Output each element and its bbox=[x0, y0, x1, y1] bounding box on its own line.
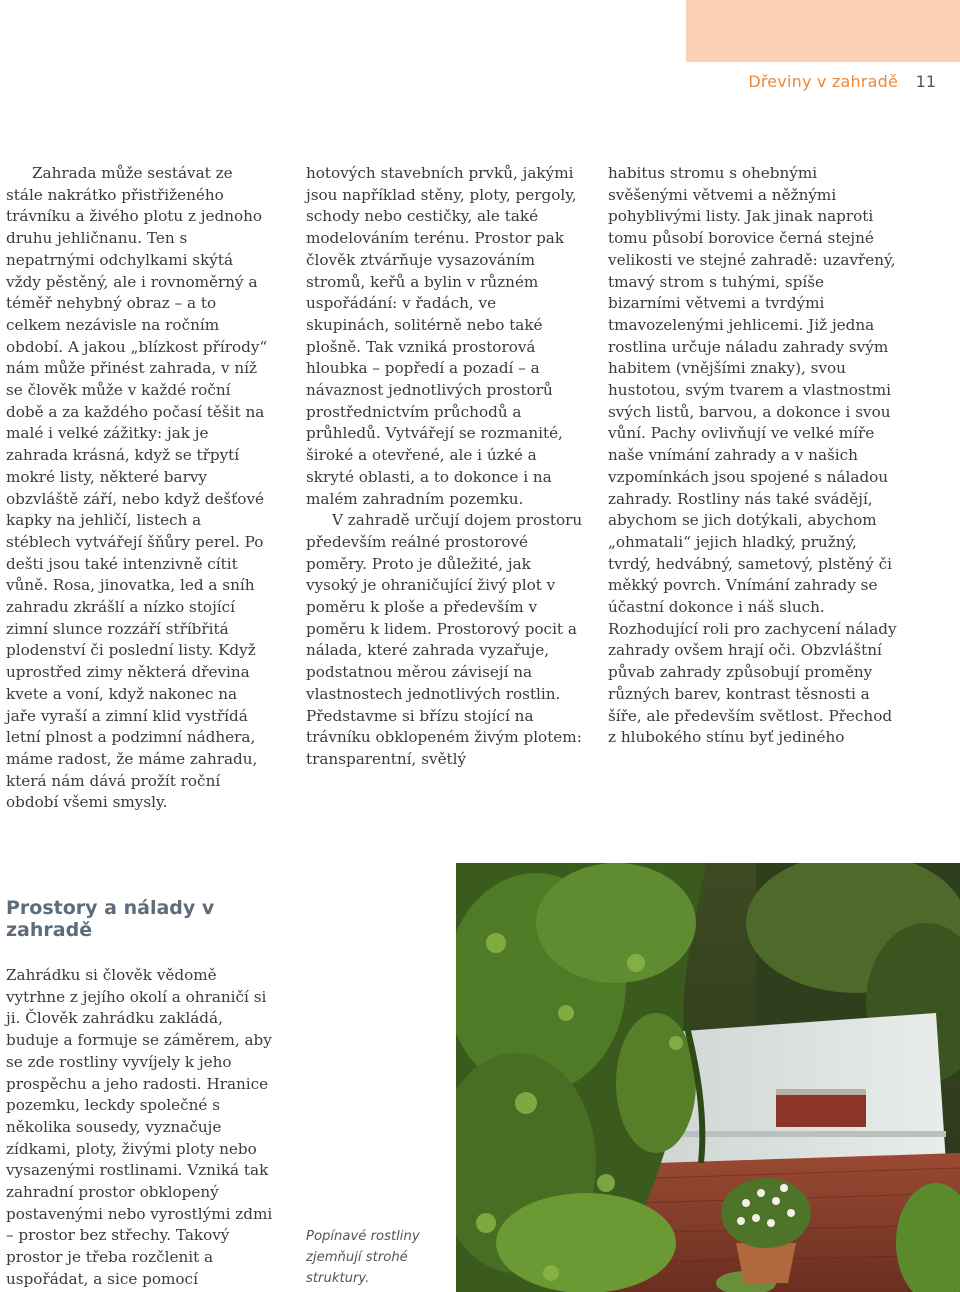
text-column-3 bbox=[608, 163, 898, 749]
running-header: Dřeviny v zahradě bbox=[748, 72, 898, 91]
text-column-2 bbox=[306, 163, 584, 771]
header-color-tab bbox=[686, 0, 960, 62]
garden-photo bbox=[456, 863, 960, 1292]
paragraph: habitus stromu s ohebnými svěšenými větvemi a něžnými pohyblivými listy. Jak jinak naproti tomu působí borovice černá stejné velikosti ve stejné zahradě: uzavřený, tmavý strom s tuhými, spíše bizarními větvemi a tvrdými tmavozelenými jehlicemi. Již jedna rostlina určuje náladu zahrady svým habitem (vnějšími znaky), svou hustotou, svým tvarem a vlastnostmi svých listů, barvou, a dokonce i svou vůní. Pachy ovlivňují ve velké míře naše vnímání zahrady a v našich vzpomínkách jsou spojené s náladou zahrady. Rostliny nás také svádějí, abychom se jich dotýkali, abychom „ohmatali“ jejich hladký, pružný, tvrdý, hedvábný, sametový, plstěný či měkký povrch. Vnímání zahrady se účastní dokonce i náš sluch. Rozhodující roli pro zachycení nálady zahrady ovšem hrají oči. Obzvláštní půvab zahrady způsobují proměny různých barev, kontrast těsnosti a šíře, ale především světlost. Přechod z hlubokého stínu byť jediného bbox=[608, 164, 897, 747]
text-column-1 bbox=[6, 163, 268, 814]
section-body bbox=[6, 965, 278, 1291]
paragraph: Zahrádku si člověk vědomě vytrhne z jejího okolí a ohraničí si ji. Člověk zahrádku zakládá, buduje a formuje se záměrem, aby se zde rostliny vyvíjely k jeho prospěchu a jeho radosti. Hranice pozemku, leckdy společné s několika sousedy, vyznačuje zídkami, ploty, živými ploty nebo vysazenými rostlinami. Vzniká tak zahradní prostor obklopený postavenými nebo vyrostlými zdmi – prostor bez střechy. Takový prostor je třeba rozčlenit a uspořádat, a sice pomocí bbox=[6, 966, 273, 1288]
section-heading: Prostory a nálady v zahradě bbox=[6, 897, 215, 941]
paragraph: V zahradě určují dojem prostoru především reálné prostorové poměry. Proto je důležité, jak vysoký je ohraničující živý plot v poměru k ploše a především v poměru k lidem. Prostorový pocit a nálada, které zahrada vyzařuje, podstatnou měrou závisejí na vlastnostech jednotlivých rostlin. Představme si břízu stojící na trávníku obklopeném živým plotem: transparentní, světlý bbox=[306, 511, 583, 768]
page-number: 11 bbox=[915, 72, 936, 91]
paragraph: Zahrada může sestávat ze stále nakrátko přistřiženého trávníku a živého plotu z jednoho druhu jehličnanu. Ten s nepatrnými odchylkami skýtá vždy pěstěný, ale i rovnoměrný a téměř nehybný obraz – a to celkem nezávisle na ročním období. A jakou „blízkost přírody“ nám může přinést zahrada, v níž se člověk může v každé roční době a za každého počasí těšit na malé i velké zážitky: jak je zahrada krásná, když se třpytí mokré listy, některé barvy obzvláště září, nebo když dešťové kapky na jehličí, listech a stéblech vytvářejí šňůry perel. Po dešti jsou také intenzivně cítit vůně. Rosa, jinovatka, led a sníh zahradu zkrášlí a nízko stojící zimní slunce rozzáří stříbřitá plodenství či poslední listy. Když uprostřed zimy některá dřevina kvete a voní, když nakonec na jaře vyraší a zimní klid vystřídá letní plnost a podzimní nádhera, máme radost, že máme zahradu, která nám dává prožít roční období všemi smysly. bbox=[6, 164, 268, 812]
photo-caption: Popínavé rostliny zjemňují strohé struktury. bbox=[306, 1229, 420, 1286]
paragraph: hotových stavebních prvků, jakými jsou například stěny, ploty, pergoly, schody nebo cestičky, ale také modelováním terénu. Prostor pak člověk ztvárňuje vysazováním stromů, keřů a bylin v různém uspořádání: v řadách, ve skupinách, solitérně nebo také plošně. Tak vzniká prostorová hloubka – popředí a pozadí – a návaznost jednotlivých prostorů prostřednictvím průchodů a průhledů. Vytvářejí se rozmanité, široké a otevřené, ale i úzké a skryté oblasti, a to dokonce i na malém zahradním pozemku. bbox=[306, 164, 577, 508]
